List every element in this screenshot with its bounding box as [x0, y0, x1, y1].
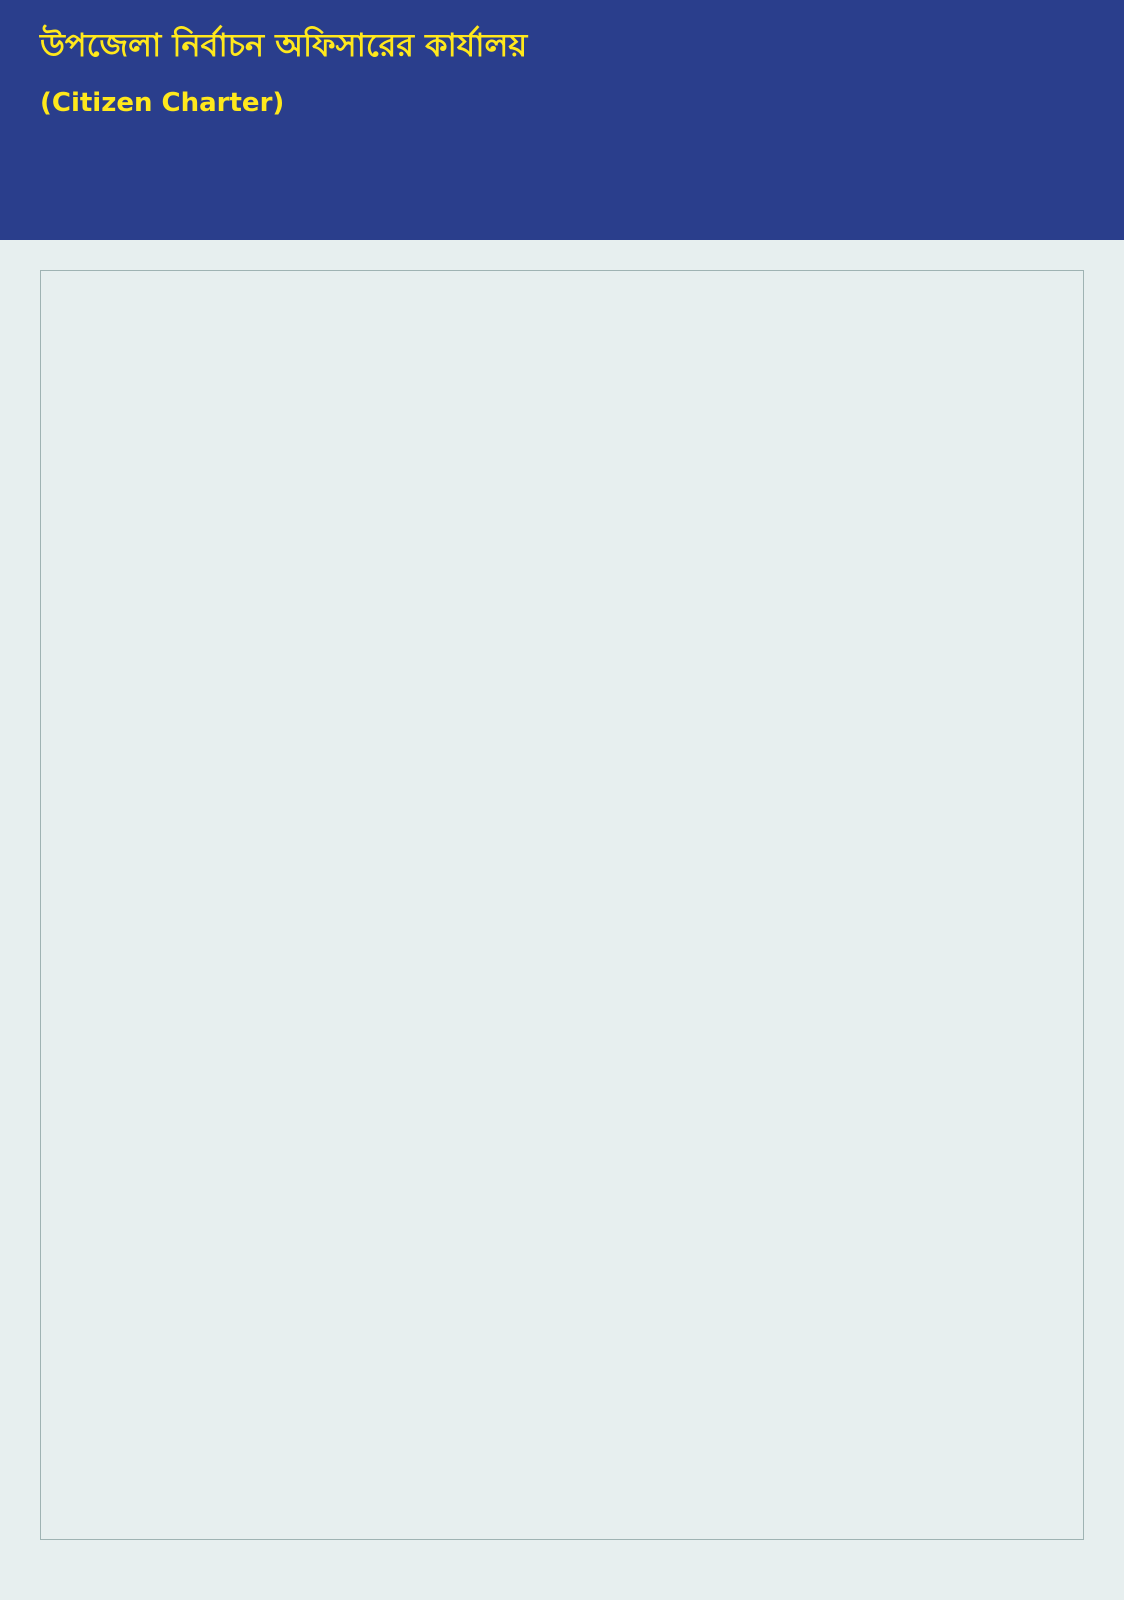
- placeholder: [40, 270, 1084, 1540]
- office-title: উপজেলা নির্বাচন অফিসারের কার্যালয়: [40, 26, 528, 64]
- body: [0, 240, 1124, 1570]
- header-banner: [0, 0, 1124, 240]
- charter-title: (Citizen Charter): [40, 88, 285, 118]
